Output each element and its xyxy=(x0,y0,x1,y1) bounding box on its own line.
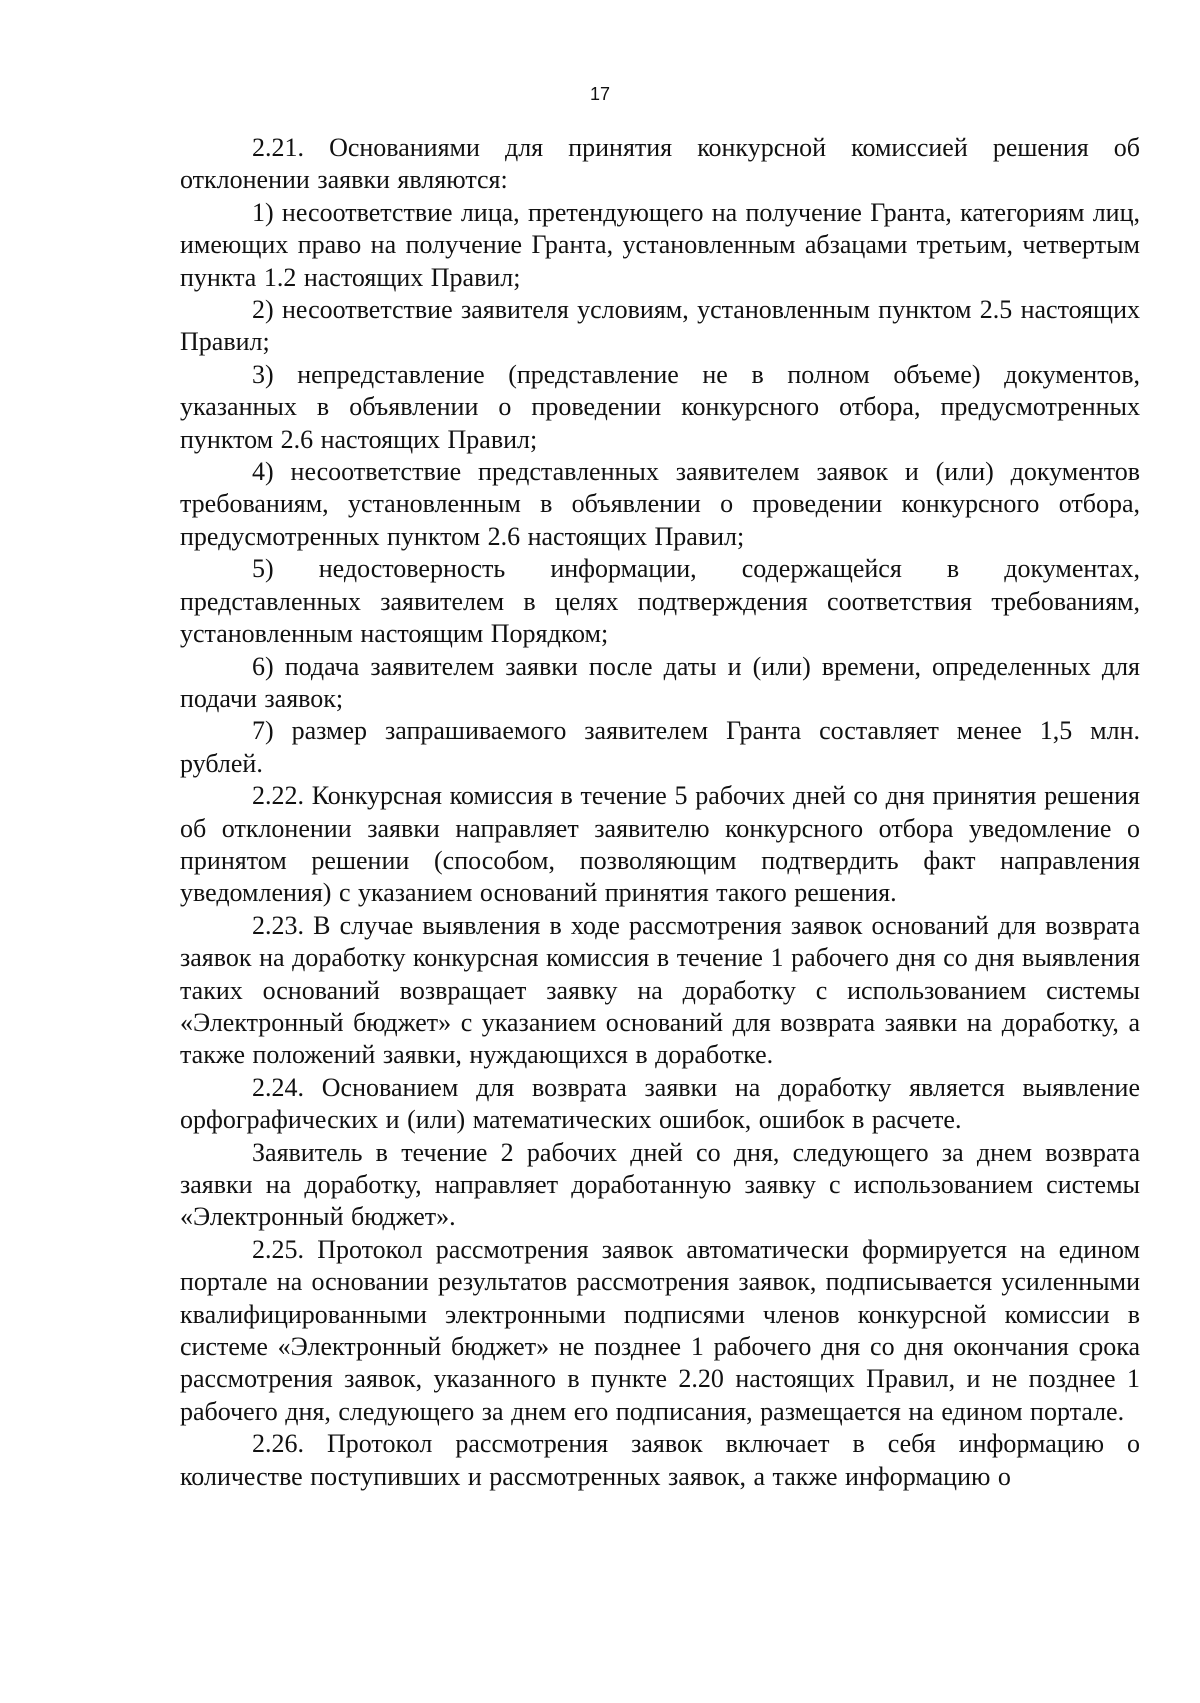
paragraph-2-23: 2.23. В случае выявления в ходе рассмотрения заявок оснований для возврата заявок на доработку конкурсная комиссия в течение 1 рабочего дня со дня выявления таких оснований возвращает заявку на доработку с использованием системы «Электронный бюджет» с указанием оснований для возврата заявки на доработку, а также положений заявки, нуждающихся в доработке. xyxy=(180,910,1140,1070)
list-item-3: 3) непредставление (представление не в полном объеме) документов, указанных в объявлении о проведении конкурсного отбора, предусмотренных пунктом 2.6 настоящих Правил; xyxy=(180,359,1140,454)
paragraph-2-21: 2.21. Основаниями для принятия конкурсной комиссией решения об отклонении заявки являются: xyxy=(180,133,1140,195)
paragraph-2-24: 2.24. Основанием для возврата заявки на доработку является выявление орфографических и (или) математических ошибок, ошибок в расчете. xyxy=(180,1072,1140,1135)
list-item-5: 5) недостоверность информации, содержащейся в документах, представленных заявителем в целях подтверждения соответствия требованиям, установленным настоящим Порядком; xyxy=(180,554,1140,649)
list-item-7: 7) размер запрашиваемого заявителем Гранта составляет менее 1,5 млн. рублей. xyxy=(180,716,1140,778)
paragraph-2-24-continuation: Заявитель в течение 2 рабочих дней со дня, следующего за днем возврата заявки на доработку, направляет доработанную заявку с использованием системы «Электронный бюджет». xyxy=(180,1137,1140,1232)
list-item-1: 1) несоответствие лица, претендующего на получение Гранта, категориям лиц, имеющих право на получение Гранта, установленным абзацами третьим, четвертым пункта 1.2 настоящих Правил; xyxy=(180,197,1140,292)
list-item-4: 4) несоответствие представленных заявителем заявок и (или) документов требованиям, установленным в объявлении о проведении конкурсного отбора, предусмотренных пунктом 2.6 настоящих Правил; xyxy=(180,457,1140,551)
page-number: 17 xyxy=(589,84,611,104)
list-item-6: 6) подача заявителем заявки после даты и (или) времени, определенных для подачи заявок; xyxy=(180,651,1140,713)
list-item-2: 2) несоответствие заявителя условиям, установленным пунктом 2.5 настоящих Правил; xyxy=(180,295,1140,357)
paragraph-2-26: 2.26. Протокол рассмотрения заявок включает в себя информацию о количестве поступивших и рассмотренных заявок, а также информацию о xyxy=(180,1429,1140,1491)
document-body xyxy=(180,132,1140,1493)
paragraph-2-25: 2.25. Протокол рассмотрения заявок автоматически формируется на едином портале на основании результатов рассмотрения заявок, подписывается усиленными квалифицированными электронными подписями членов конкурсной комиссии в системе «Электронный бюджет» не позднее 1 рабочего дня со дня окончания срока рассмотрения заявок, указанного в пункте 2.20 настоящих Правил, и не позднее 1 рабочего дня, следующего за днем его подписания, размещается на едином портале. xyxy=(180,1234,1140,1426)
paragraph-2-22: 2.22. Конкурсная комиссия в течение 5 рабочих дней со дня принятия решения об отклонении заявки направляет заявителю конкурсного отбора уведомление о принятом решении (способом, позволяющим подтвердить факт направления уведомления) с указанием оснований принятия такого решения. xyxy=(180,781,1140,908)
